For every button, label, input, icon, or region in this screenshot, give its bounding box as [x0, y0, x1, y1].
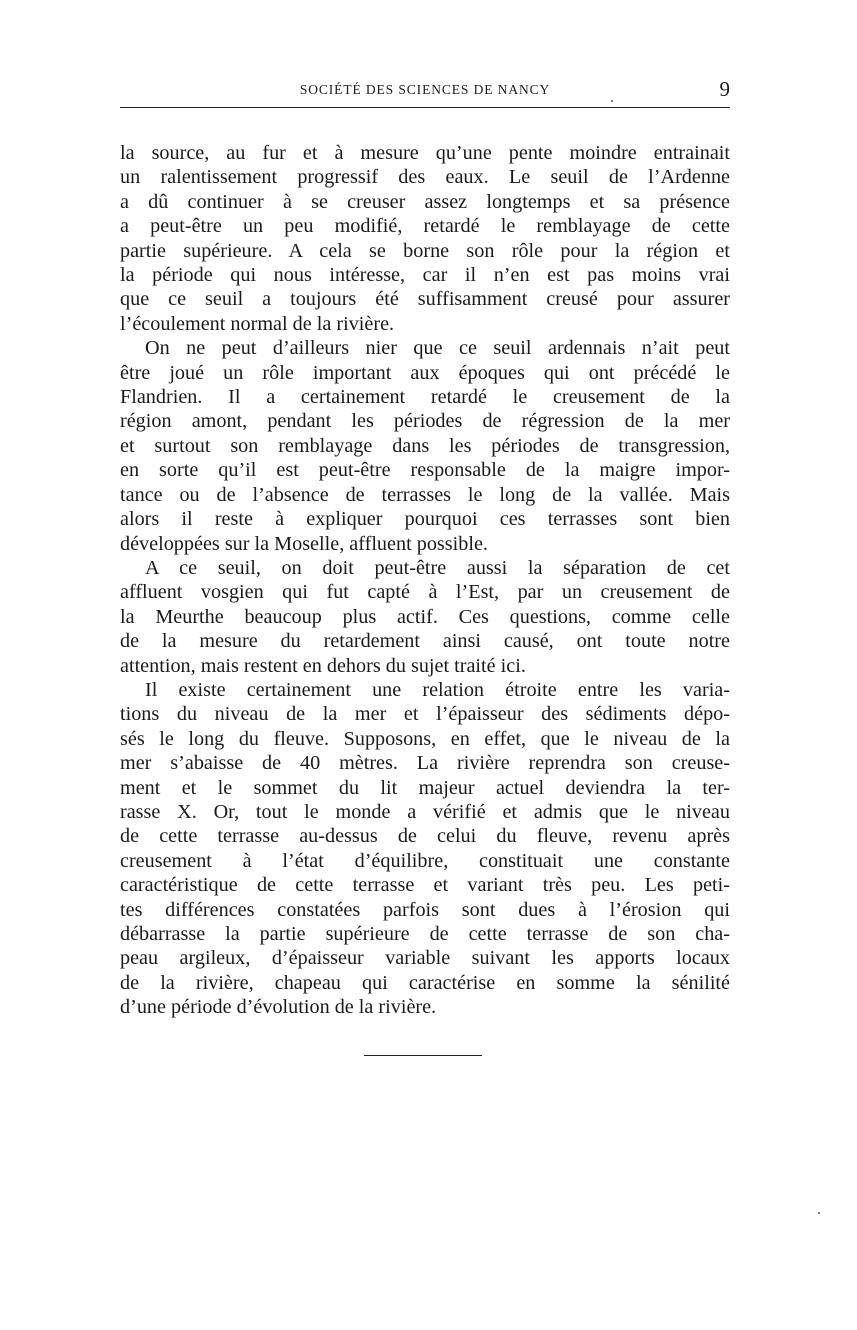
text-line: sés le long du fleuve. Supposons, en effet, que le niveau de la [120, 727, 730, 750]
text-line: partie supérieure. A cela se borne son rôle pour la région et [120, 239, 730, 262]
text-line: l’écoulement normal de la rivière. [120, 312, 395, 335]
text-line: rasse X. Or, tout le monde a vérifié et admis que le niveau [120, 800, 730, 823]
text-line: attention, mais restent en dehors du sujet traité ici. [120, 654, 526, 677]
text-line: être joué un rôle important aux époques qui ont précédé le [120, 361, 730, 384]
text-line: affluent vosgien qui fut capté à l’Est, par un creusement de [120, 581, 730, 604]
text-line: alors il reste à expliquer pourquoi ces terrasses sont bien [120, 508, 730, 531]
text-line: a dû continuer à se creuser assez longtemps et sa présence [120, 190, 730, 213]
print-speck [818, 1212, 820, 1214]
text-line: Flandrien. Il a certainement retardé le creusement de la [120, 386, 730, 409]
text-line: en sorte qu’il est peut-être responsable de la maigre impor- [120, 459, 730, 482]
running-head [120, 77, 730, 104]
text-line: creusement à l’état d’équilibre, constituait une constante [120, 849, 730, 872]
text-line: développées sur la Moselle, affluent possible. [120, 532, 488, 555]
text-line: un ralentissement progressif des eaux. Le seuil de l’Ardenne [120, 166, 730, 189]
text-line: ment et le sommet du lit majeur actuel deviendra la ter- [120, 776, 730, 799]
paragraph-first-line: A ce seuil, on doit peut-être aussi la séparation de cet [145, 556, 730, 579]
running-title: SOCIÉTÉ DES SCIENCES DE NANCY [299, 82, 551, 97]
paragraph-first-line: On ne peut d’ailleurs nier que ce seuil ardennais n’ait peut [145, 337, 730, 360]
text-line: et surtout son remblayage dans les périodes de transgression, [120, 434, 730, 457]
text-line: tions du niveau de la mer et l’épaisseur des sédiments dépo- [120, 703, 730, 726]
text-line: que ce seuil a toujours été suffisamment creusé pour assurer [120, 288, 730, 311]
text-line: d’une période d’évolution de la rivière. [120, 996, 437, 1019]
text-line: mer s’abaisse de 40 mètres. La rivière reprendra son creuse- [120, 752, 730, 775]
text-line: peau argileux, d’épaisseur variable suivant les apports locaux [120, 947, 730, 970]
text-line: la Meurthe beaucoup plus actif. Ces questions, comme celle [120, 605, 730, 628]
text-line: a peut-être un peu modifié, retardé le remblayage de cette [120, 215, 730, 238]
text-line: débarrasse la partie supérieure de cette terrasse de son cha- [120, 923, 730, 945]
text-line: de la rivière, chapeau qui caractérise en somme la sénilité [120, 971, 730, 994]
paragraph-first-line: Il existe certainement une relation étroite entre les varia- [145, 678, 730, 701]
page-number: 9 [719, 77, 730, 101]
header-rule [120, 107, 730, 108]
text-line: de cette terrasse au-dessus de celui du fleuve, revenu après [120, 825, 730, 848]
text-line: tes différences constatées parfois sont dues à l’érosion qui [120, 898, 730, 921]
section-end-rule [364, 1055, 482, 1056]
text-line: caractéristique de cette terrasse et variant très peu. Les peti- [120, 874, 730, 897]
text-line: la période qui nous intéresse, car il n’en est pas moins vrai [120, 264, 730, 287]
text-line: de la mesure du retardement ainsi causé, ont toute notre [120, 630, 730, 653]
text-line: région amont, pendant les périodes de régression de la mer [120, 410, 730, 433]
text-line: la source, au fur et à mesure qu’une pente moindre entrainait [120, 142, 730, 164]
text-line: tance ou de l’absence de terrasses le long de la vallée. Mais [120, 483, 730, 506]
print-speck [611, 100, 613, 102]
body-text [120, 141, 730, 1020]
